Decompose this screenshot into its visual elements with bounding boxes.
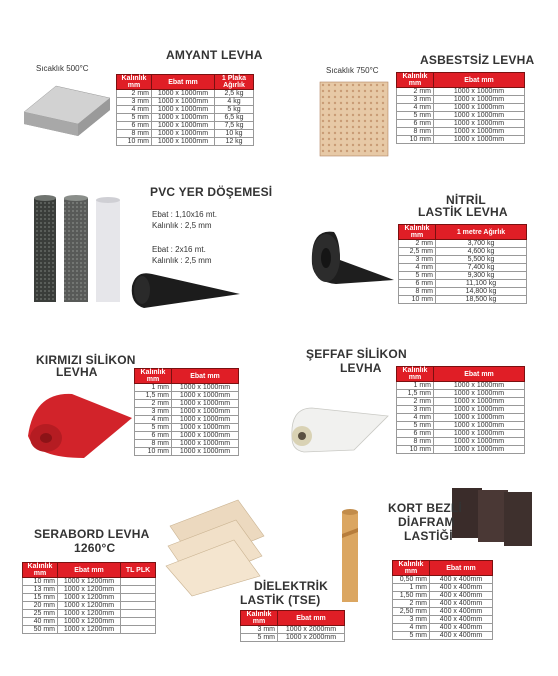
asbestsiz-cell: 5 mm [397, 112, 434, 120]
serabord-cell: 20 mm [23, 602, 58, 610]
serabord-cell [121, 594, 156, 602]
kirmizi-cell: 1000 x 1000mm [172, 424, 239, 432]
amyant-cell: 1000 x 1000mm [152, 122, 215, 130]
table-row [23, 618, 156, 626]
kirmizi-cell: 1000 x 1000mm [172, 400, 239, 408]
table-row [397, 430, 525, 438]
table-row [117, 90, 254, 98]
kort-cell: 5 mm [393, 632, 430, 640]
kort-header-size: Ebat mm [430, 561, 493, 576]
seffaf-cell: 10 mm [397, 446, 434, 454]
table-row [23, 594, 156, 602]
table-row [393, 624, 493, 632]
amyant-cell: 10 kg [215, 130, 254, 138]
serabord-cell: 50 mm [23, 626, 58, 634]
kort-cell: 400 x 400mm [430, 616, 493, 624]
table-row [393, 608, 493, 616]
kort-header-thickness: Kalınlık mm [393, 561, 430, 576]
kort-title-line3: LASTİĞİ [404, 529, 453, 543]
amyant-cell: 6 mm [117, 122, 152, 130]
nitril-cell: 4 mm [399, 264, 436, 272]
seffaf-cell: 1000 x 1000mm [434, 438, 525, 446]
nitril-cell: 11,100 kg [436, 280, 527, 288]
asbestsiz-sheet-image [314, 76, 394, 160]
dielektrik-table [240, 610, 345, 642]
table-row [135, 384, 239, 392]
amyant-title: AMYANT LEVHA [166, 48, 263, 62]
amyant-cell: 5 kg [215, 106, 254, 114]
kort-cell: 400 x 400mm [430, 592, 493, 600]
amyant-cell: 1000 x 1000mm [152, 114, 215, 122]
table-row [397, 112, 525, 120]
serabord-cell: 10 mm [23, 578, 58, 586]
table-row [399, 288, 527, 296]
table-row [135, 440, 239, 448]
amyant-cell: 1000 x 1000mm [152, 90, 215, 98]
asbestsiz-cell: 1000 x 1000mm [434, 128, 525, 136]
kort-cell: 1,50 mm [393, 592, 430, 600]
serabord-cell: 1000 x 1200mm [58, 602, 121, 610]
asbestsiz-cell: 6 mm [397, 120, 434, 128]
kort-sheets-image [450, 486, 534, 548]
asbestsiz-cell: 1000 x 1000mm [434, 96, 525, 104]
kort-cell: 400 x 400mm [430, 600, 493, 608]
table-row [23, 610, 156, 618]
table-row [135, 408, 239, 416]
asbestsiz-cell: 2 mm [397, 88, 434, 96]
table-row [135, 424, 239, 432]
table-row [397, 104, 525, 112]
amyant-cell: 1000 x 1000mm [152, 130, 215, 138]
serabord-cell: 25 mm [23, 610, 58, 618]
kirmizi-cell: 1000 x 1000mm [172, 408, 239, 416]
amyant-header-size: Ebat mm [152, 75, 215, 90]
nitril-title-line1: NİTRİL [446, 193, 486, 207]
amyant-sheets-image [18, 84, 114, 148]
nitril-cell: 3 mm [399, 256, 436, 264]
kort-cell: 4 mm [393, 624, 430, 632]
amyant-cell: 6,5 kg [215, 114, 254, 122]
seffaf-cell: 1000 x 1000mm [434, 414, 525, 422]
serabord-title-line2: 1260°C [74, 541, 116, 555]
table-row [117, 98, 254, 106]
seffaf-header-size: Ebat mm [434, 367, 525, 382]
table-row [399, 264, 527, 272]
table-row [399, 240, 527, 248]
table-row [399, 280, 527, 288]
table-row [397, 422, 525, 430]
serabord-cell: 1000 x 1200mm [58, 626, 121, 634]
nitril-cell: 6 mm [399, 280, 436, 288]
table-row [393, 632, 493, 640]
serabord-cell: 1000 x 1200mm [58, 594, 121, 602]
table-row [23, 578, 156, 586]
amyant-header-weight: 1 Plaka Ağırlık [215, 75, 254, 90]
nitril-table [398, 224, 527, 304]
seffaf-cell: 1,5 mm [397, 390, 434, 398]
table-row [117, 138, 254, 146]
serabord-cell: 40 mm [23, 618, 58, 626]
serabord-cell [121, 618, 156, 626]
amyant-cell: 8 mm [117, 130, 152, 138]
kort-cell: 3 mm [393, 616, 430, 624]
nitril-cell: 10 mm [399, 296, 436, 304]
kirmizi-cell: 1 mm [135, 384, 172, 392]
table-row [23, 602, 156, 610]
table-row [393, 600, 493, 608]
kort-cell: 400 x 400mm [430, 608, 493, 616]
asbestsiz-temperature: Sıcaklık 750°C [326, 66, 379, 75]
serabord-cell: 1000 x 1200mm [58, 618, 121, 626]
kort-table [392, 560, 493, 640]
dielektrik-title-line2: LASTİK (TSE) [240, 593, 321, 607]
seffaf-cell: 1000 x 1000mm [434, 390, 525, 398]
amyant-header-thickness: Kalınlık mm [117, 75, 152, 90]
dielektrik-title-line1: DİELEKTRİK [254, 579, 328, 593]
nitril-title-line2: LASTİK LEVHA [418, 205, 508, 219]
dielektrik-cell: 5 mm [241, 634, 278, 642]
serabord-header-thickness: Kalınlık mm [23, 563, 58, 578]
kort-cell: 400 x 400mm [430, 584, 493, 592]
asbestsiz-cell: 10 mm [397, 136, 434, 144]
table-row [241, 634, 345, 642]
asbestsiz-cell: 1000 x 1000mm [434, 120, 525, 128]
nitril-header-weight: 1 metre Ağırlık [436, 225, 527, 240]
kirmizi-cell: 8 mm [135, 440, 172, 448]
amyant-cell: 1000 x 1000mm [152, 138, 215, 146]
table-row [397, 446, 525, 454]
nitril-cell: 2 mm [399, 240, 436, 248]
kirmizi-cell: 1,5 mm [135, 392, 172, 400]
kirmizi-header-size: Ebat mm [172, 369, 239, 384]
seffaf-cell: 1000 x 1000mm [434, 398, 525, 406]
amyant-cell: 4 kg [215, 98, 254, 106]
kort-cell: 400 x 400mm [430, 632, 493, 640]
kirmizi-cell: 1000 x 1000mm [172, 448, 239, 456]
nitril-cell: 7,400 kg [436, 264, 527, 272]
serabord-header-price: TL PLK [121, 563, 156, 578]
serabord-title-line1: SERABORD LEVHA [34, 527, 150, 541]
nitril-header-thickness: Kalınlık mm [399, 225, 436, 240]
seffaf-cell: 6 mm [397, 430, 434, 438]
kirmizi-cell: 1000 x 1000mm [172, 384, 239, 392]
kirmizi-cell: 10 mm [135, 448, 172, 456]
table-row [241, 626, 345, 634]
asbestsiz-cell: 1000 x 1000mm [434, 136, 525, 144]
pvc-title: PVC YER DÖŞEMESİ [150, 185, 273, 199]
amyant-cell: 10 mm [117, 138, 152, 146]
table-row [399, 272, 527, 280]
table-row [393, 584, 493, 592]
seffaf-table [396, 366, 525, 454]
kirmizi-header-thickness: Kalınlık mm [135, 369, 172, 384]
table-row [393, 592, 493, 600]
nitril-cell: 4,600 kg [436, 248, 527, 256]
kirmizi-cell: 1000 x 1000mm [172, 432, 239, 440]
serabord-table [22, 562, 156, 634]
table-row [23, 626, 156, 634]
table-row [135, 416, 239, 424]
table-row [399, 256, 527, 264]
kirmizi-roll-image [24, 384, 134, 460]
seffaf-cell: 5 mm [397, 422, 434, 430]
nitril-cell: 2,5 mm [399, 248, 436, 256]
table-row [399, 248, 527, 256]
seffaf-title-line1: ŞEFFAF SİLİKON [306, 347, 407, 361]
table-row [117, 114, 254, 122]
kirmizi-cell: 1000 x 1000mm [172, 416, 239, 424]
serabord-header-size: Ebat mm [58, 563, 121, 578]
table-row [117, 130, 254, 138]
table-row [135, 392, 239, 400]
table-row [399, 296, 527, 304]
kort-title-line2: DİAFRAM [398, 515, 455, 529]
kirmizi-title-line2: LEVHA [56, 365, 98, 379]
nitril-cell: 5,500 kg [436, 256, 527, 264]
asbestsiz-header-thickness: Kalınlık mm [397, 73, 434, 88]
seffaf-cell: 1000 x 1000mm [434, 446, 525, 454]
pvc-thickness-1: Kalınlık : 2,5 mm [152, 221, 212, 230]
dielektrik-cell: 3 mm [241, 626, 278, 634]
pvc-rolls-image [24, 186, 244, 310]
amyant-cell: 2 mm [117, 90, 152, 98]
dielektrik-roll-image [336, 504, 364, 604]
seffaf-title-line2: LEVHA [340, 361, 382, 375]
pvc-size-2: Ebat : 2x16 mt. [152, 245, 206, 254]
seffaf-header-thickness: Kalınlık mm [397, 367, 434, 382]
nitril-cell: 8 mm [399, 288, 436, 296]
table-row [135, 432, 239, 440]
kirmizi-cell: 3 mm [135, 408, 172, 416]
kirmizi-table [134, 368, 239, 456]
table-row [397, 96, 525, 104]
asbestsiz-cell: 8 mm [397, 128, 434, 136]
table-row [397, 398, 525, 406]
nitril-cell: 14,800 kg [436, 288, 527, 296]
serabord-cell [121, 610, 156, 618]
dielektrik-header-size: Ebat mm [278, 611, 345, 626]
table-row [23, 586, 156, 594]
table-row [397, 88, 525, 96]
table-row [397, 136, 525, 144]
table-row [397, 438, 525, 446]
serabord-cell [121, 586, 156, 594]
amyant-cell: 1000 x 1000mm [152, 98, 215, 106]
dielektrik-cell: 1000 x 2000mm [278, 634, 345, 642]
table-row [397, 390, 525, 398]
amyant-cell: 2,5 kg [215, 90, 254, 98]
kort-cell: 1 mm [393, 584, 430, 592]
asbestsiz-cell: 1000 x 1000mm [434, 112, 525, 120]
kirmizi-cell: 6 mm [135, 432, 172, 440]
kort-cell: 0,50 mm [393, 576, 430, 584]
dielektrik-header-thickness: Kalınlık mm [241, 611, 278, 626]
seffaf-cell: 1000 x 1000mm [434, 430, 525, 438]
serabord-cell: 1000 x 1200mm [58, 610, 121, 618]
kirmizi-title-line1: KIRMIZI SİLİKON [36, 353, 136, 367]
seffaf-cell: 4 mm [397, 414, 434, 422]
table-row [135, 448, 239, 456]
serabord-cell: 1000 x 1200mm [58, 586, 121, 594]
asbestsiz-cell: 1000 x 1000mm [434, 104, 525, 112]
amyant-cell: 3 mm [117, 98, 152, 106]
pvc-thickness-2: Kalınlık : 2,5 mm [152, 256, 212, 265]
table-row [117, 106, 254, 114]
table-row [397, 414, 525, 422]
table-row [117, 122, 254, 130]
table-row [393, 616, 493, 624]
amyant-temperature: Sıcaklık 500°C [36, 64, 89, 73]
amyant-cell: 4 mm [117, 106, 152, 114]
seffaf-roll-image [284, 390, 394, 454]
serabord-cell [121, 602, 156, 610]
pvc-size-1: Ebat : 1,10x16 mt. [152, 210, 217, 219]
kirmizi-cell: 1000 x 1000mm [172, 440, 239, 448]
nitril-cell: 5 mm [399, 272, 436, 280]
serabord-cell [121, 626, 156, 634]
kirmizi-cell: 1000 x 1000mm [172, 392, 239, 400]
serabord-cell [121, 578, 156, 586]
nitril-cell: 18,500 kg [436, 296, 527, 304]
seffaf-cell: 3 mm [397, 406, 434, 414]
serabord-cell: 15 mm [23, 594, 58, 602]
amyant-table [116, 74, 254, 146]
amyant-cell: 1000 x 1000mm [152, 106, 215, 114]
asbestsiz-table [396, 72, 525, 144]
asbestsiz-cell: 3 mm [397, 96, 434, 104]
seffaf-cell: 1 mm [397, 382, 434, 390]
table-row [397, 128, 525, 136]
asbestsiz-cell: 4 mm [397, 104, 434, 112]
serabord-cell: 1000 x 1200mm [58, 578, 121, 586]
seffaf-cell: 1000 x 1000mm [434, 406, 525, 414]
dielektrik-cell: 1000 x 2000mm [278, 626, 345, 634]
table-row [397, 382, 525, 390]
kort-cell: 400 x 400mm [430, 624, 493, 632]
table-row [397, 406, 525, 414]
seffaf-cell: 8 mm [397, 438, 434, 446]
serabord-cell: 13 mm [23, 586, 58, 594]
kirmizi-cell: 2 mm [135, 400, 172, 408]
table-row [397, 120, 525, 128]
asbestsiz-header-size: Ebat mm [434, 73, 525, 88]
amyant-cell: 5 mm [117, 114, 152, 122]
kort-cell: 2 mm [393, 600, 430, 608]
kort-cell: 2,50 mm [393, 608, 430, 616]
nitril-roll-image [306, 220, 398, 286]
seffaf-cell: 2 mm [397, 398, 434, 406]
amyant-cell: 12 kg [215, 138, 254, 146]
kirmizi-cell: 5 mm [135, 424, 172, 432]
table-row [393, 576, 493, 584]
kort-title-line1: KORT BEZLİ [388, 501, 462, 515]
kirmizi-cell: 4 mm [135, 416, 172, 424]
seffaf-cell: 1000 x 1000mm [434, 382, 525, 390]
nitril-cell: 9,300 kg [436, 272, 527, 280]
table-row [135, 400, 239, 408]
kort-cell: 400 x 400mm [430, 576, 493, 584]
asbestsiz-title: ASBESTSİZ LEVHA [420, 53, 535, 67]
nitril-cell: 3,700 kg [436, 240, 527, 248]
seffaf-cell: 1000 x 1000mm [434, 422, 525, 430]
asbestsiz-cell: 1000 x 1000mm [434, 88, 525, 96]
amyant-cell: 7,5 kg [215, 122, 254, 130]
